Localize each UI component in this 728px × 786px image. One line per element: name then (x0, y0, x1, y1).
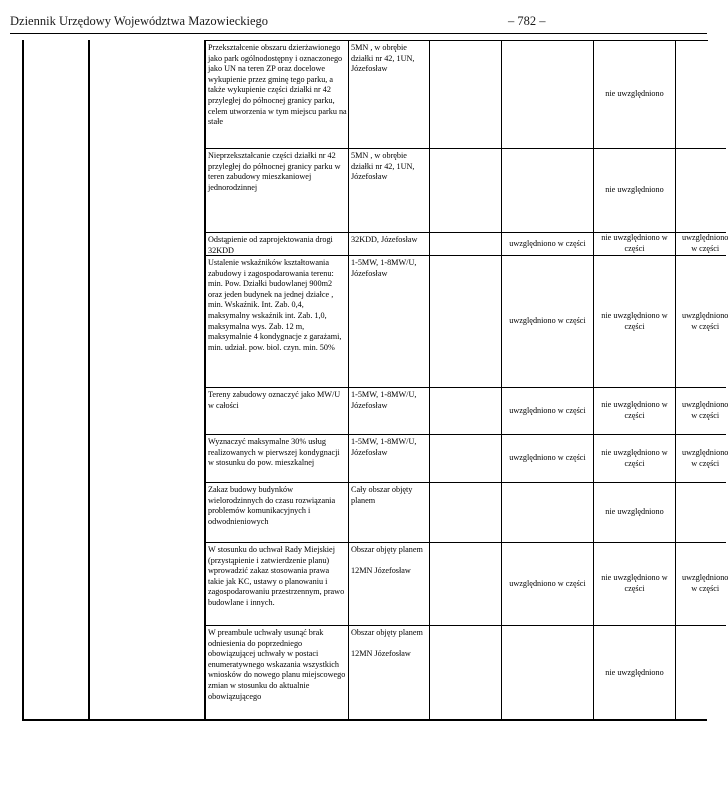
table-row (206, 435, 726, 483)
remark-decision-b: nie uwzględniono w części (594, 256, 676, 387)
remark-col3 (430, 233, 502, 255)
remark-area: 1-5MW, 1-8MW/U, Józefosław (349, 256, 430, 387)
remark-decision-a (502, 41, 594, 148)
remark-decision-a (502, 483, 594, 542)
remark-col3 (430, 483, 502, 542)
remark-decision-a (502, 149, 594, 232)
remark-description: W preambule uchwały usunąć brak odniesienia do poprzedniego obowiązującej uchwały w postaci enumeratywnego wskazania wszystkich wniosków do nowego planu miejscowego zmian w stosunku do aktualnie obowiązującego (206, 626, 349, 720)
remark-decision-b: nie uwzględniono w części (594, 233, 676, 255)
remark-decision-c (676, 41, 726, 148)
remark-decision-c (676, 626, 726, 720)
table-row (206, 388, 726, 435)
table-row (206, 256, 726, 388)
table-row (206, 149, 726, 233)
table-row (206, 483, 726, 543)
remark-description: W stosunku do uchwał Rady Miejskiej (przystąpienie i zatwierdzenie planu) wprowadzić zakaz stosowania prawa takie jak KC, ustawy o planowaniu i zagospodarowaniu przestrzennym, prawo budowlane i innych. (206, 543, 349, 625)
header-rule (10, 33, 707, 34)
remark-decision-b: nie uwzględniono (594, 41, 676, 148)
remark-col3 (430, 41, 502, 148)
remark-decision-c (676, 483, 726, 542)
remark-decision-b: nie uwzględniono w części (594, 435, 676, 482)
remark-decision-a: uwzględniono w części (502, 388, 594, 434)
remark-decision-a: uwzględniono w części (502, 435, 594, 482)
remark-decision-b: nie uwzględniono w części (594, 543, 676, 625)
remark-decision-c: uwzględniono w części (682, 400, 728, 420)
journal-title: Dziennik Urzędowy Województwa Mazowieckiego (10, 14, 269, 28)
table-row (206, 233, 726, 256)
page-header (10, 14, 707, 32)
remark-decision-b: nie uwzględniono (594, 149, 676, 232)
remark-area: Obszar objęty planem 12MN Józefosław (349, 543, 430, 625)
remark-col3 (430, 256, 502, 387)
remark-description: Przekształcenie obszaru dzierżawionego jako park ogólnodostępny i oznaczonego jako UN na teren ZP oraz docelowe wykupienie przez gminę tego parku, a także wykupienie części działki nr 42 przyległej do północnej granicy parku, celem utworzenia w tym miejscu parku na stałe (206, 41, 349, 148)
table-border-left (22, 40, 24, 721)
remark-decision-b: nie uwzględniono (594, 626, 676, 720)
remark-description: Tereny zabudowy oznaczyć jako MW/U w całości (206, 388, 349, 434)
remark-col3 (430, 543, 502, 625)
remark-decision-c: uwzględniono w części (682, 573, 728, 593)
remark-col3 (430, 388, 502, 434)
remark-decision-c: uwzględniono w części (682, 233, 728, 253)
remark-decision-c: uwzględniono w części (682, 310, 728, 331)
remark-col3 (430, 149, 502, 232)
remark-description: Zakaz budowy budynków wielorodzinnych do czasu rozwiązania problemów komunikacyjnych i odwodnieniowych (206, 483, 349, 542)
remark-description: Nieprzekształcanie części działki nr 42 przyległej do północnej granicy parku w teren zabudowy mieszkaniowej jednorodzinnej (206, 149, 349, 232)
remark-decision-a: uwzględniono w części (502, 543, 594, 625)
remark-area: 5MN , w obrębie działki nr 42, 1UN, Józefosław (349, 41, 430, 148)
table-row (206, 41, 726, 149)
remark-decision-b: nie uwzględniono (594, 483, 676, 542)
remark-area: 1-5MW, 1-8MW/U, Józefosław (349, 388, 430, 434)
remark-description: Wyznaczyć maksymalne 30% usług realizowanych w pierwszej kondygnacji w stosunku do pow. mieszkalnej (206, 435, 349, 482)
remark-decision-a: uwzględniono w części (502, 256, 594, 387)
table-border-inner (88, 40, 90, 721)
remark-area: 1-5MW, 1-8MW/U, Józefosław (349, 435, 430, 482)
remark-decision-c (676, 149, 726, 232)
table-row (206, 543, 726, 626)
remark-col3 (430, 626, 502, 720)
remark-area: 5MN , w obrębie działki nr 42, 1UN, Józefosław (349, 149, 430, 232)
remark-area: Obszar objęty planem 12MN Józefosław (349, 626, 430, 720)
remark-decision-a: uwzględniono w części (502, 233, 594, 255)
remark-area: 32KDD, Józefosław (349, 233, 430, 255)
remark-decision-b: nie uwzględniono w części (594, 388, 676, 434)
remarks-table (205, 40, 728, 721)
remark-area: Cały obszar objęty planem (349, 483, 430, 542)
remark-col3 (430, 435, 502, 482)
remark-decision-a (502, 626, 594, 720)
remark-description: Ustalenie wskaźników kształtowania zabudowy i zagospodarowania terenu: min. Pow. Działki budowlanej 900m2 oraz jeden budynek na jednej działce , min. Wskaźnik. Int. Zab. 0,4, maksymalny wskaźnik int. Zab. 1,0, maksymalna wys. Zab. 12 m, maksymalnie 4 kondygnacje z garażami, min. udział. pow. biol. czyn. min. 50% (206, 256, 349, 387)
remark-decision-c: uwzględniono w części (682, 447, 728, 468)
remark-description: Odstąpienie od zaprojektowania drogi 32KDD (206, 233, 349, 255)
table-row (206, 626, 726, 720)
page-number: – 782 – (508, 14, 546, 28)
